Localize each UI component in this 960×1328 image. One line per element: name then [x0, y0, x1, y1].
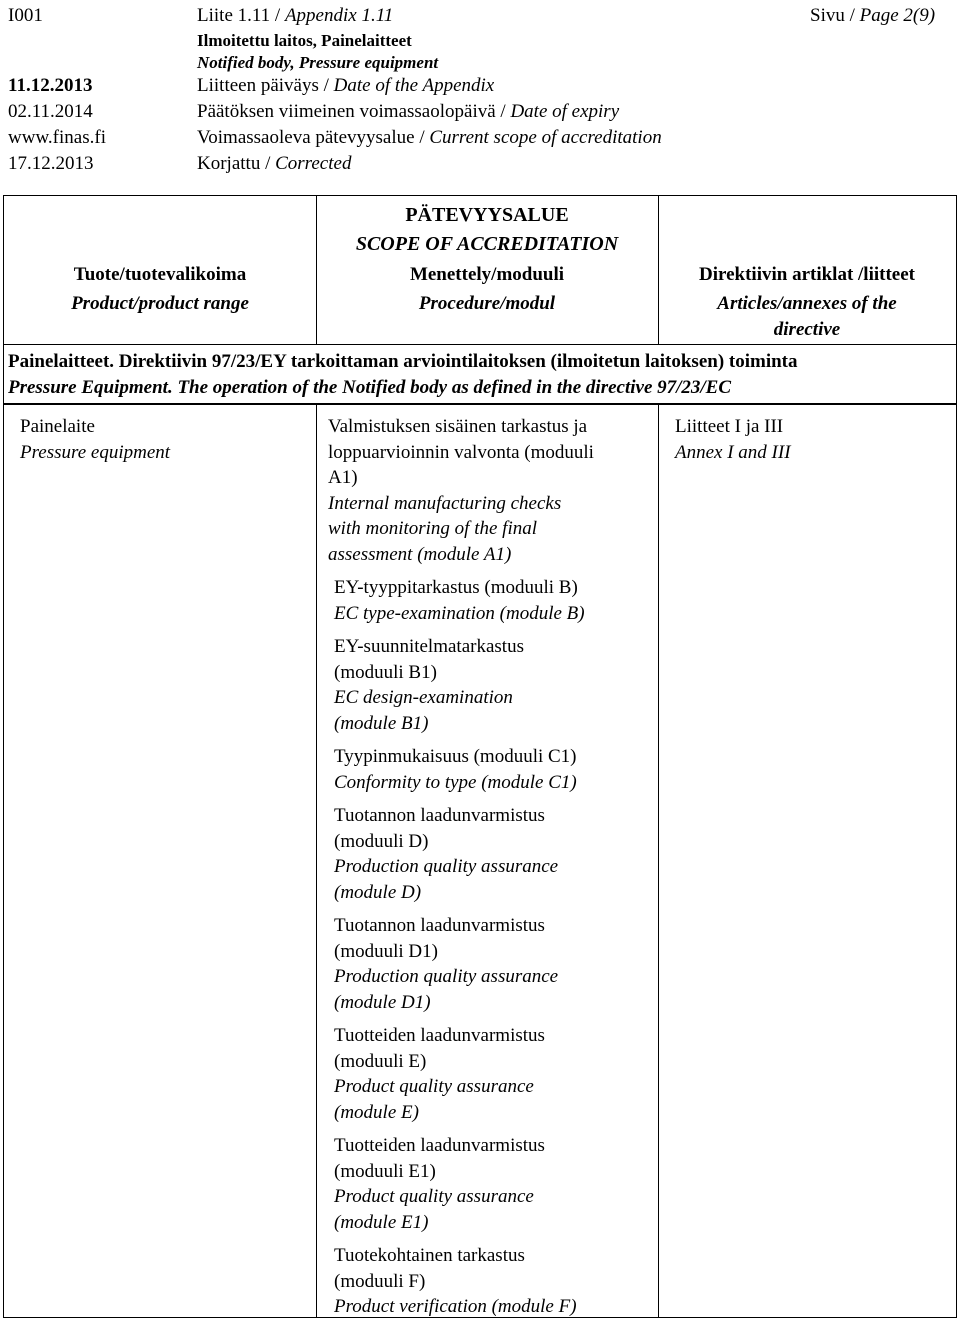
scope-label: Voimassaoleva pätevyysalue / Current scope of accreditation	[197, 127, 662, 148]
procedure-en-line: (module D)	[334, 881, 422, 903]
procedure-en-line: (module D1)	[334, 991, 431, 1013]
procedure-en-line: with monitoring of the final	[328, 518, 538, 539]
scope-title-en: SCOPE OF ACCREDITATION	[355, 233, 619, 255]
procedure-item	[328, 1133, 650, 1235]
page-number: Sivu / Page 2(9)	[810, 5, 936, 26]
column-header-procedure-fi: Menettely/moduuli	[409, 264, 565, 285]
procedure-item	[328, 1023, 650, 1125]
procedure-fi-line: Tuotteiden laadunvarmistus	[334, 1025, 545, 1046]
column-header-articles-en-2: directive	[773, 319, 841, 340]
procedure-en-line: (module E)	[334, 1101, 419, 1123]
procedure-fi-line: Tyypinmukaisuus (moduuli C1)	[334, 746, 577, 767]
section-title-fi: Painelaitteet. Direktiivin 97/23/EY tarkoittaman arviointilaitoksen (ilmoitetun laitoksen) toiminta	[8, 351, 798, 372]
procedure-fi-line: (moduuli E)	[334, 1050, 427, 1072]
section-title-en: Pressure Equipment. The operation of the Notified body as defined in the directive 97/23/EC	[8, 377, 732, 398]
notified-body-fi: Ilmoitettu laitos, Painelaitteet	[197, 31, 412, 50]
procedure-item	[328, 1243, 650, 1320]
procedure-item	[328, 634, 650, 736]
procedure-fi-line: loppuarvioinnin valvonta (moduuli	[328, 441, 594, 463]
table-left-border	[3, 195, 4, 1318]
body-col-divider-2	[658, 405, 659, 1318]
procedure-fi-line: Tuotekohtainen tarkastus	[334, 1245, 525, 1266]
product-fi: Painelaite	[20, 416, 95, 437]
procedure-en-line: assessment (module A1)	[328, 543, 512, 565]
appendix-date-label: Liitteen päiväys / Date of the Appendix	[197, 75, 495, 96]
header-bottom-border	[3, 344, 957, 345]
procedure-item	[328, 575, 650, 626]
procedure-en-line: EC design-examination	[334, 687, 513, 708]
procedure-fi-line: (moduuli D)	[334, 830, 429, 852]
annex-fi: Liitteet I ja III	[675, 416, 784, 437]
column-header-procedure-en: Procedure/modul	[418, 293, 556, 314]
procedure-en-line: Conformity to type (module C1)	[334, 771, 577, 793]
column-header-articles-en-1: Articles/annexes of the	[717, 293, 897, 314]
procedure-fi-line: (moduuli B1)	[334, 661, 437, 683]
body-col-divider-1	[316, 405, 317, 1318]
annex-en: Annex I and III	[675, 441, 791, 463]
procedure-en-line: EC type-examination (module B)	[334, 602, 585, 624]
procedure-en-line: (module E1)	[334, 1211, 429, 1233]
procedure-fi-line: Tuotannon laadunvarmistus	[334, 915, 545, 936]
product-cell	[20, 414, 170, 465]
procedure-en-line: (module B1)	[334, 712, 429, 734]
procedure-fi-line: A1)	[328, 467, 358, 488]
section-bottom-border	[3, 403, 957, 405]
procedure-en-line: Production quality assurance	[334, 966, 559, 987]
column-header-product-fi: Tuote/tuotevalikoima	[73, 264, 247, 285]
procedure-en-line: Product quality assurance	[334, 1076, 534, 1097]
procedure-en-line: Product quality assurance	[334, 1186, 534, 1207]
procedure-item	[328, 414, 650, 567]
corrected-label: Korjattu / Corrected	[197, 153, 352, 174]
procedure-fi-line: (moduuli E1)	[334, 1160, 436, 1182]
expiry-date: 02.11.2014	[8, 101, 93, 122]
procedure-fi-line: Tuotannon laadunvarmistus	[334, 805, 545, 826]
column-header-product-en: Product/product range	[71, 293, 249, 314]
procedure-en-line: Product verification (module F)	[334, 1296, 577, 1317]
procedure-item	[328, 803, 650, 905]
notified-body-en: Notified body, Pressure equipment	[197, 53, 439, 72]
table-top-border	[3, 195, 957, 196]
procedure-fi-line: EY-suunnitelmatarkastus	[334, 636, 524, 657]
procedure-fi-line: Valmistuksen sisäinen tarkastus ja	[328, 416, 588, 437]
procedure-en-line: Internal manufacturing checks	[328, 492, 562, 514]
procedure-fi-line: (moduuli F)	[334, 1270, 426, 1292]
procedure-fi-line: EY-tyyppitarkastus (moduuli B)	[334, 577, 578, 598]
corrected-date: 17.12.2013	[8, 153, 94, 174]
website-link[interactable]: www.finas.fi	[8, 127, 106, 148]
table-right-border	[956, 195, 957, 1318]
column-header-articles-fi: Direktiivin artiklat /liitteet	[699, 264, 915, 285]
appendix-date: 11.12.2013	[8, 75, 93, 96]
procedure-list	[328, 414, 650, 1328]
product-en: Pressure equipment	[20, 441, 171, 463]
scope-title-fi: PÄTEVYYSALUE	[405, 204, 569, 226]
procedure-item	[328, 913, 650, 1015]
procedure-fi-line: Tuotteiden laadunvarmistus	[334, 1135, 545, 1156]
appendix-label: Liite 1.11 / Appendix 1.11	[197, 5, 394, 26]
procedure-item	[328, 744, 650, 795]
expiry-date-label: Päätöksen viimeinen voimassaolopäivä / Date of expiry	[197, 101, 620, 122]
annex-cell	[675, 414, 791, 465]
doc-id: I001	[8, 5, 43, 26]
procedure-fi-line: (moduuli D1)	[334, 940, 438, 962]
procedure-en-line: Production quality assurance	[334, 856, 559, 877]
